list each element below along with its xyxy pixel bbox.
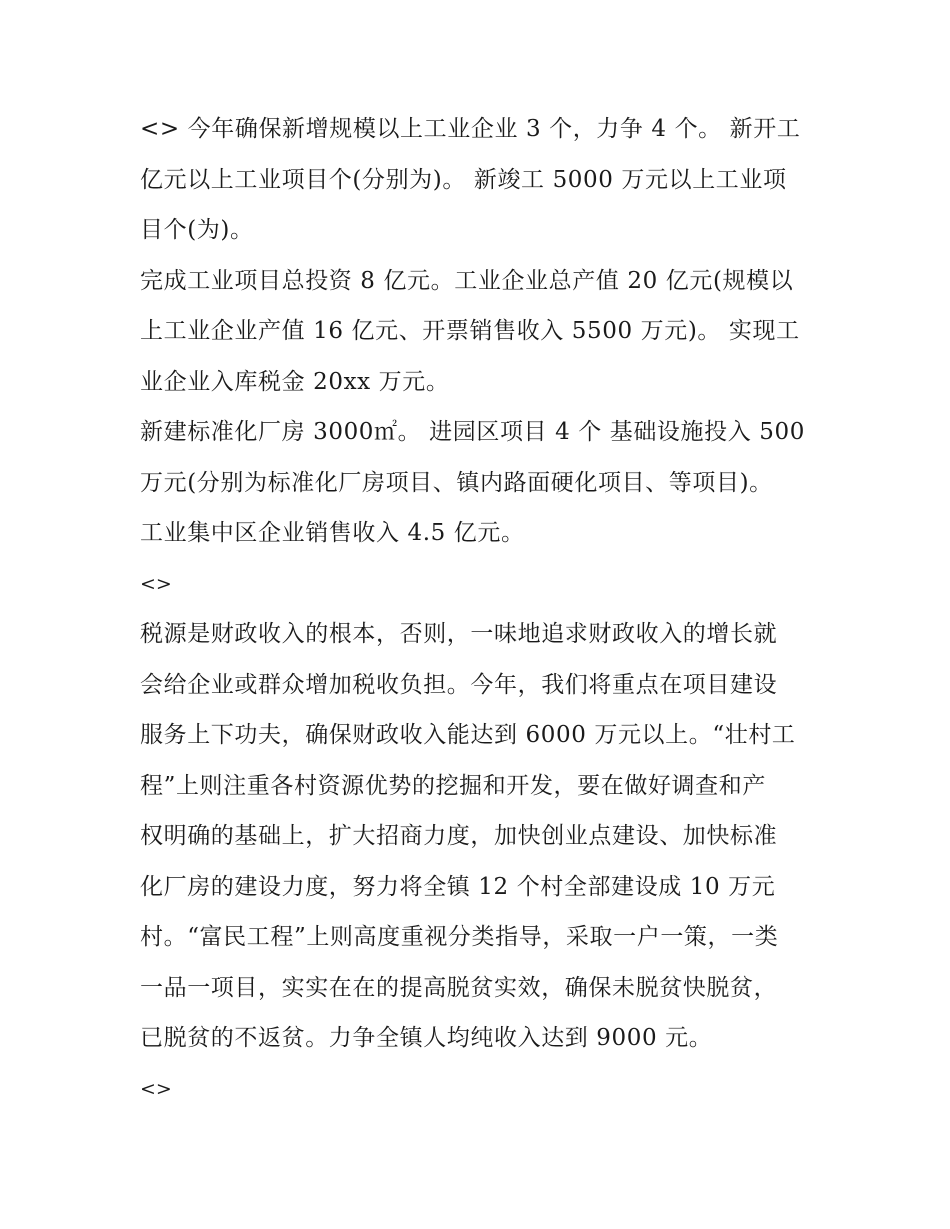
text-line: 万元(分别为标准化厂房项目、镇内路面硬化项目、等项目)。 (140, 469, 773, 496)
text-line: 服务上下功夫，确保财政收入能达到 6000 万元以上。“壮村工 (140, 722, 796, 748)
section-marker: <> (140, 572, 172, 595)
text-line: 权明确的基础上，扩大招商力度，加快创业点建设、加快标准 (140, 823, 778, 849)
text-line: 目个(为)。 (140, 217, 254, 243)
text-line: 会给企业或群众增加税收负担。今年，我们将重点在项目建设 (140, 671, 778, 698)
text-line: 已脱贫的不返贫。力争全镇人均纯收入达到 9000 元。 (140, 1025, 713, 1051)
text-line: 完成工业项目总投资 8 亿元。工业企业总产值 20 亿元(规模以 (140, 267, 794, 294)
text-line: 程”上则注重各村资源优势的挖掘和开发，要在做好调查和产 (140, 772, 766, 799)
paragraph-targets (140, 104, 820, 256)
paragraph-investment (140, 256, 820, 408)
text-line: 工业集中区企业销售收入 4.5 亿元。 (140, 520, 525, 546)
text-line: 一品一项目，实实在在的提高脱贫实效，确保未脱贫快脱贫， (140, 974, 778, 1001)
paragraph-tax-revenue (140, 609, 820, 1064)
paragraph-infrastructure (140, 407, 820, 559)
text-line: 上工业企业产值 16 亿元、开票销售收入 5500 万元)。 实现工 (140, 318, 800, 344)
text-line: 新建标准化厂房 3000㎡。 进园区项目 4 个 基础设施投入 500 (140, 419, 805, 445)
text-line: 亿元以上工业项目个(分别为)。 新竣工 5000 万元以上工业项 (140, 166, 787, 193)
document-body (140, 104, 820, 1114)
text-line: <> 今年确保新增规模以上工业企业 3 个，力争 4 个。 新开工 (140, 116, 801, 142)
text-line: 化厂房的建设力度，努力将全镇 12 个村全部建设成 10 万元 (140, 873, 776, 900)
text-line: 税源是财政收入的根本，否则，一味地追求财政收入的增长就 (140, 621, 778, 647)
text-line: 业企业入库税金 20xx 万元。 (140, 368, 450, 395)
text-line: 村。“富民工程”上则高度重视分类指导，采取一户一策，一类 (140, 924, 779, 950)
section-marker: <> (140, 1077, 172, 1100)
